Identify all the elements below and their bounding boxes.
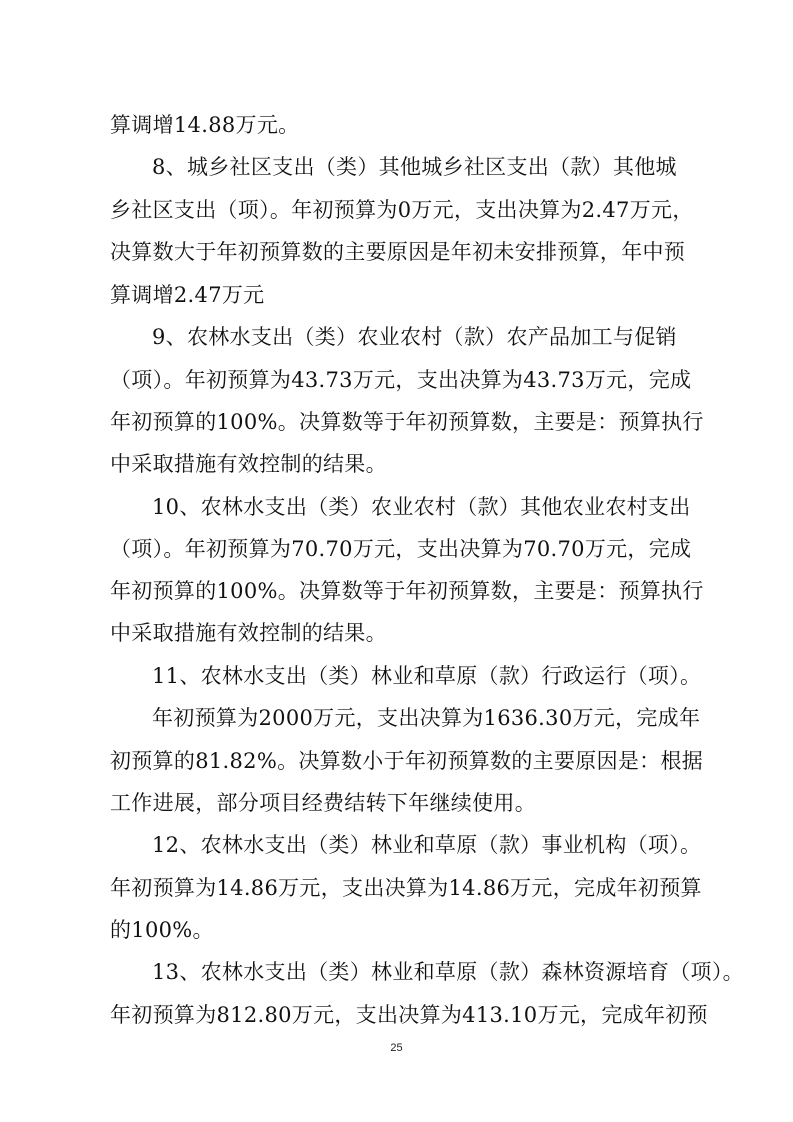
text-line: （项）。年初预算为70.70万元，支出决算为70.70万元，完成	[110, 537, 692, 561]
text-line: 12、农林水支出（类）林业和草原（款）事业机构（项）。	[152, 833, 702, 857]
text-line: 9、农林水支出（类）农业农村（款）农产品加工与促销	[152, 325, 677, 349]
text-line: 算调增2.47万元	[110, 283, 265, 307]
text-line: 中采取措施有效控制的结果。	[110, 452, 387, 476]
text-line: 年初预算为2000万元，支出决算为1636.30万元，完成年	[152, 706, 701, 730]
text-line: （项）。年初预算为43.73万元，支出决算为43.73万元，完成	[110, 368, 692, 392]
text-line: 13、农林水支出（类）林业和草原（款）森林资源培育（项）。	[152, 960, 744, 984]
text-line: 年初预算的100%。决算数等于年初预算数，主要是：预算执行	[110, 410, 704, 434]
text-line: 年初预算为14.86万元，支出决算为14.86万元，完成年初预算	[110, 876, 702, 900]
text-line: 的100%。	[110, 918, 214, 942]
text-line: 初预算的81.82%。决算数小于年初预算数的主要原因是：根据	[110, 749, 704, 773]
text-line: 年初预算的100%。决算数等于年初预算数，主要是：预算执行	[110, 579, 704, 603]
text-line: 算调增14.88万元。	[110, 113, 300, 137]
text-line: 11、农林水支出（类）林业和草原（款）行政运行（项）。	[152, 664, 702, 688]
text-line: 工作进展，部分项目经费结转下年继续使用。	[110, 791, 536, 815]
text-line: 年初预算为812.80万元，支出决算为413.10万元，完成年初预	[110, 1003, 708, 1027]
text-line: 决算数大于年初预算数的主要原因是年初未安排预算，年中预	[110, 240, 686, 264]
text-line: 8、城乡社区支出（类）其他城乡社区支出（款）其他城	[152, 155, 677, 179]
text-line: 乡社区支出（项）。年初预算为0万元，支出决算为2.47万元，	[110, 198, 694, 222]
page-number: 25	[390, 1042, 403, 1054]
text-line: 中采取措施有效控制的结果。	[110, 621, 387, 645]
text-line: 10、农林水支出（类）农业农村（款）其他农业农村支出	[152, 495, 691, 519]
